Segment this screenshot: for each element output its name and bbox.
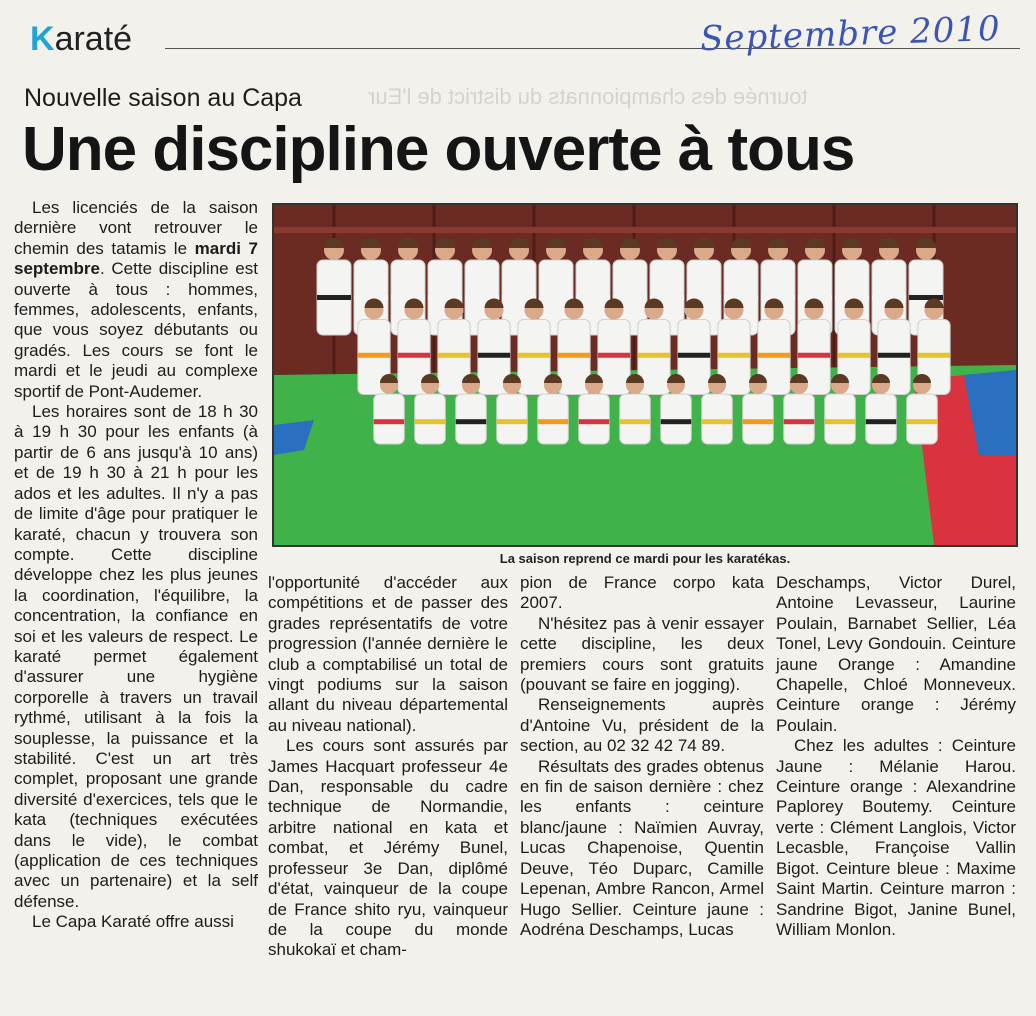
article-paragraph: Les cours sont assurés par James Hacquart professeur 4e Dan, responsable du cadre technique de Normandie, arbitre national en kata et combat, et Jérémy Bunel, professeur 3e Dan, diplômé d'état, vainqueur de la coupe de France shito ryu, vainqueur de la coupe du monde shukokaï et cham- bbox=[268, 736, 508, 960]
article-paragraph: Renseignements auprès d'Antoine Vu, président de la section, au 02 32 42 74 89. bbox=[520, 695, 764, 756]
article-paragraph: Deschamps, Victor Durel, Antoine Levasseur, Laurine Poulain, Barnabet Sellier, Léa Tonel, Levy Gondouin. Ceinture jaune Orange : Amandine Chapelle, Chloé Monneveux. Ceinture orange : Jérémy Poulain. bbox=[776, 573, 1016, 735]
karateka-group-illustration bbox=[274, 205, 1016, 545]
article-column-4 bbox=[776, 573, 1016, 940]
team-photo bbox=[272, 203, 1018, 547]
paragraph-text: Les licenciés de la saison dernière vont retrouver le chemin des tatamis le bbox=[14, 198, 258, 258]
kicker: Nouvelle saison au Capa bbox=[24, 84, 302, 112]
article-paragraph: Chez les adultes : Ceinture Jaune : Mélanie Harou. Ceinture orange : Alexandrine Paplorey Boutemy. Ceinture verte : Clément Langlois, Victor Lecasble, Françoise Vallin Bigot. Ceinture bleue : Maxime Saint Martin. Ceinture marron : Sandrine Bigot, Janine Bunel, William Monlon. bbox=[776, 736, 1016, 939]
paragraph-text: . Cette discipline est ouverte à tous : hommes, femmes, adolescents, enfants, que vous soyez débutants ou gradés. Les cours se font le mardi et le jeudi au complexe sportif de Pont-Audemer. bbox=[14, 259, 258, 401]
article-column-2 bbox=[268, 573, 508, 961]
article-column-3 bbox=[520, 573, 764, 940]
article-paragraph bbox=[14, 198, 258, 402]
bleed-through-text: tournée des championnats du district de l'Eur bbox=[368, 84, 808, 109]
article-paragraph: pion de France corpo kata 2007. bbox=[520, 573, 764, 613]
article-paragraph: Le Capa Karaté offre aussi bbox=[32, 912, 234, 932]
headline: Une discipline ouverte à tous bbox=[22, 115, 855, 184]
article-column-1 bbox=[14, 198, 258, 933]
article-paragraph: Résultats des grades obtenus en fin de saison dernière : chez les enfants : ceinture blanc/jaune : Naïmien Auvray, Lucas Chapenoise, Quentin Deuve, Téo Duparc, Camille Lepenan, Ambre Rancon, Armel Hugo Sellier. Ceinture jaune : Aodréna Deschamps, Lucas bbox=[520, 756, 764, 939]
photo-caption: La saison reprend ce mardi pour les karatékas. bbox=[499, 551, 791, 566]
rubric-label: araté bbox=[54, 20, 133, 58]
article-paragraph: Les horaires sont de 18 h 30 à 19 h 30 pour les enfants (à partir de 6 ans jusqu'à 10 ans) et de 19 h 30 à 21 h pour les ados et les adultes. Il n'y a pas de limite d'âge pour pratiquer le karaté, chacun y trouvera son compte. Cette discipline développe chez les plus jeunes la coordination, l'équilibre, la concentration, la confiance en soi et les valeurs de respect. Le karaté permet également d'assurer une hygiène corporelle à travers un travail rythmé, utilisant à la fois la souplesse, la puissance et la stabilité. C'est un art très complet, proposant une grande diversité d'exercices, tels que le kata (techniques exécutées dans le vide), le combat (application de ces techniques avec un partenaire) et la self défense. bbox=[14, 402, 258, 911]
article-paragraph: l'opportunité d'accéder aux compétitions et de passer des grades représentatifs de votre progression (l'année dernière le club a comptabilisé un total de vingt podiums sur la saison allant du niveau départemental au niveau national). bbox=[268, 573, 508, 735]
date-highlight: mardi 7 septembre bbox=[14, 238, 258, 279]
rubric-initial: K bbox=[30, 20, 55, 58]
article-paragraph: N'hésitez pas à venir essayer cette discipline, les deux premiers cours sont gratuits (pouvant se faire en jogging). bbox=[520, 613, 764, 695]
handwritten-date: Septembre 2010 bbox=[699, 8, 1002, 60]
section-rubric bbox=[30, 18, 132, 60]
